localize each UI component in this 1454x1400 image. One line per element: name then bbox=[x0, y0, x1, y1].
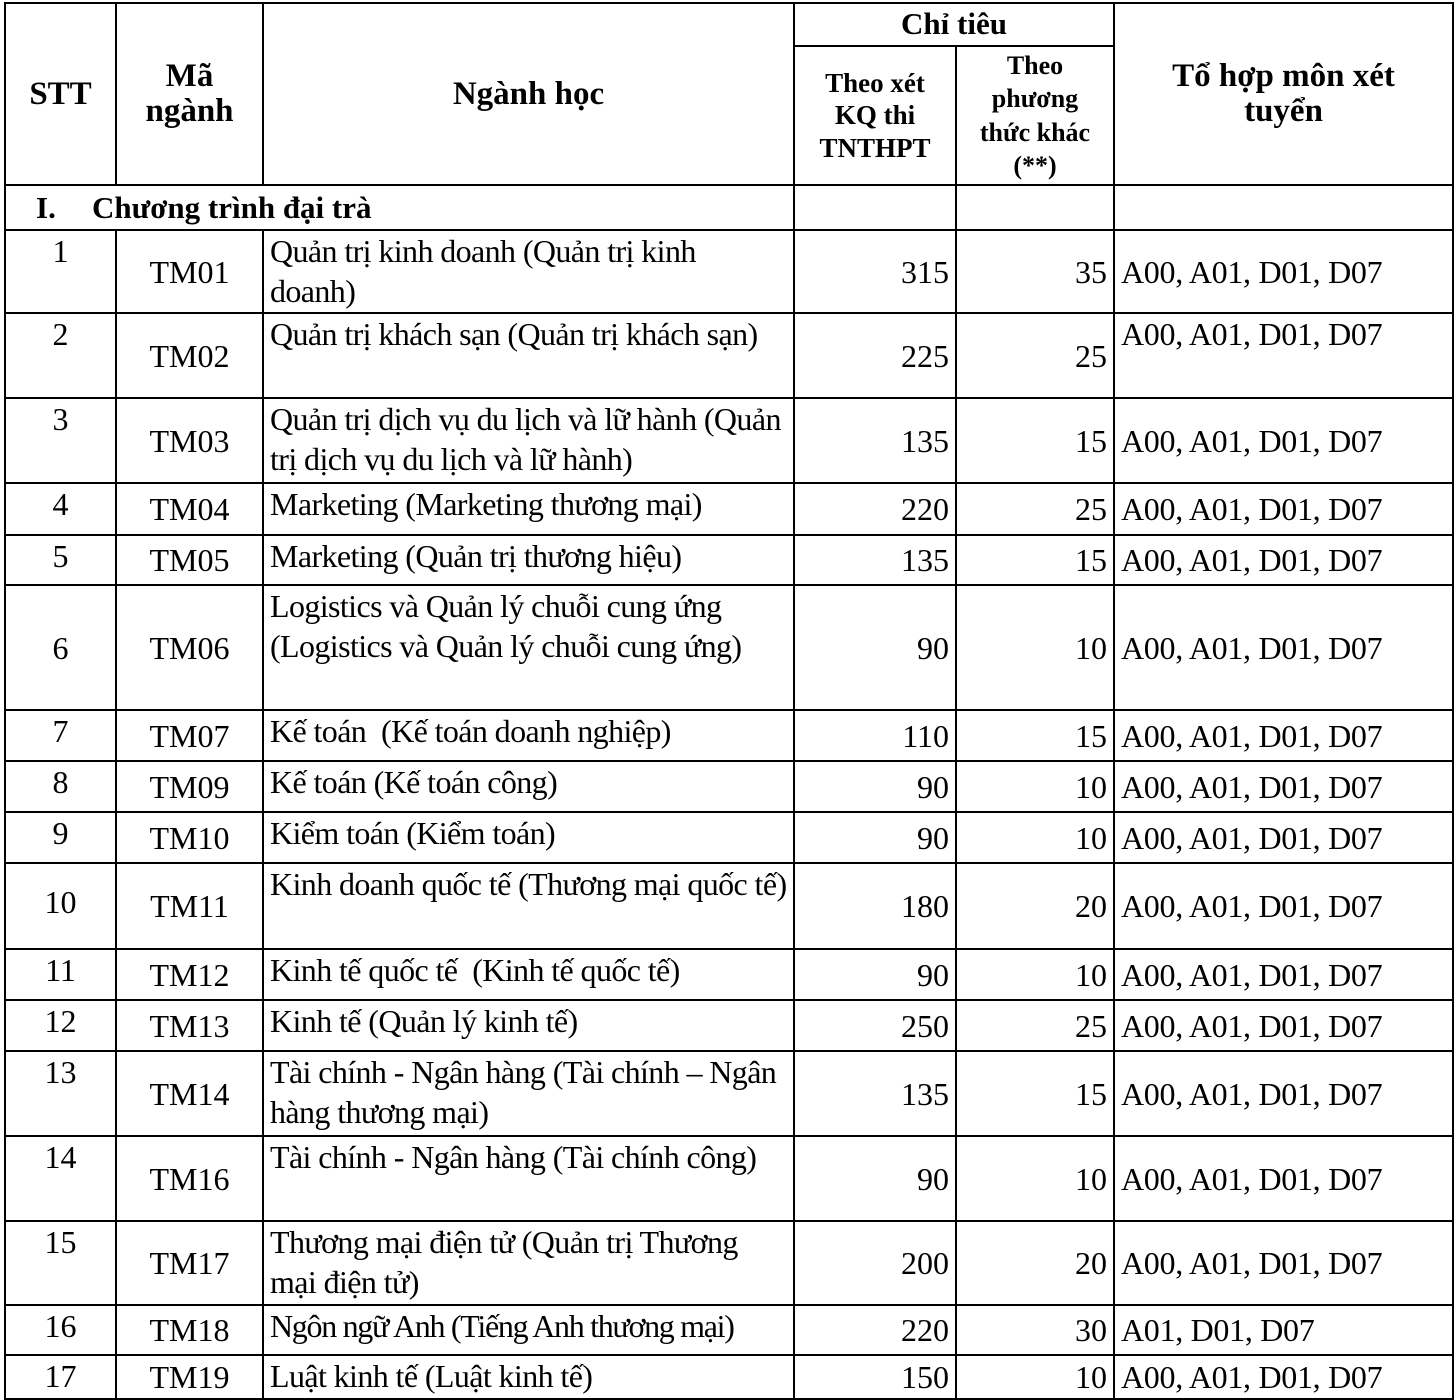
header-combo: Tổ hợp môn xét tuyển bbox=[1114, 3, 1453, 185]
cell-code: TM02 bbox=[116, 313, 263, 398]
table-row bbox=[5, 761, 1453, 812]
cell-quota-exam: 250 bbox=[794, 1000, 956, 1051]
cell-combo: A00, A01, D01, D07 bbox=[1114, 483, 1453, 535]
section-empty-cell bbox=[794, 185, 956, 230]
cell-combo: A00, A01, D01, D07 bbox=[1114, 1051, 1453, 1136]
cell-quota-other: 15 bbox=[956, 535, 1114, 585]
cell-combo: A00, A01, D01, D07 bbox=[1114, 585, 1453, 710]
cell-name: Tài chính - Ngân hàng (Tài chính công) bbox=[263, 1136, 794, 1221]
cell-combo: A00, A01, D01, D07 bbox=[1114, 313, 1453, 398]
table-row bbox=[5, 1051, 1453, 1136]
cell-quota-exam: 110 bbox=[794, 710, 956, 761]
cell-quota-exam: 90 bbox=[794, 949, 956, 1000]
section-empty-cell bbox=[956, 185, 1114, 230]
cell-combo: A00, A01, D01, D07 bbox=[1114, 1000, 1453, 1051]
section-empty-cell bbox=[1114, 185, 1453, 230]
cell-stt: 7 bbox=[5, 710, 116, 761]
header-quota-group: Chỉ tiêu bbox=[794, 3, 1114, 46]
cell-code: TM09 bbox=[116, 761, 263, 812]
cell-name: Ngôn ngữ Anh (Tiếng Anh thương mại) bbox=[263, 1305, 794, 1355]
cell-code: TM04 bbox=[116, 483, 263, 535]
cell-name: Marketing (Quản trị thương hiệu) bbox=[263, 535, 794, 585]
cell-quota-exam: 90 bbox=[794, 1136, 956, 1221]
cell-code: TM12 bbox=[116, 949, 263, 1000]
cell-code: TM01 bbox=[116, 230, 263, 313]
header-quota-other: Theo phương thức khác (**) bbox=[956, 46, 1114, 185]
cell-quota-other: 10 bbox=[956, 1136, 1114, 1221]
cell-combo: A00, A01, D01, D07 bbox=[1114, 761, 1453, 812]
table-row bbox=[5, 1355, 1453, 1399]
cell-quota-other: 10 bbox=[956, 761, 1114, 812]
cell-name: Logistics và Quản lý chuỗi cung ứng (Logistics và Quản lý chuỗi cung ứng) bbox=[263, 585, 794, 710]
cell-code: TM19 bbox=[116, 1355, 263, 1399]
header-code: Mã ngành bbox=[116, 3, 263, 185]
cell-code: TM18 bbox=[116, 1305, 263, 1355]
cell-name: Thương mại điện tử (Quản trị Thương mại điện tử) bbox=[263, 1221, 794, 1305]
cell-name: Kinh tế quốc tế (Kinh tế quốc tế) bbox=[263, 949, 794, 1000]
table-header bbox=[5, 3, 1453, 185]
cell-code: TM16 bbox=[116, 1136, 263, 1221]
cell-name: Kinh tế (Quản lý kinh tế) bbox=[263, 1000, 794, 1051]
cell-quota-other: 25 bbox=[956, 1000, 1114, 1051]
cell-quota-other: 10 bbox=[956, 1355, 1114, 1399]
cell-stt: 15 bbox=[5, 1221, 116, 1305]
cell-stt: 14 bbox=[5, 1136, 116, 1221]
cell-stt: 16 bbox=[5, 1305, 116, 1355]
cell-stt: 4 bbox=[5, 483, 116, 535]
cell-quota-other: 10 bbox=[956, 949, 1114, 1000]
cell-code: TM17 bbox=[116, 1221, 263, 1305]
cell-stt: 9 bbox=[5, 812, 116, 863]
cell-name: Quản trị kinh doanh (Quản trị kinh doanh) bbox=[263, 230, 794, 313]
section-title-cell bbox=[5, 185, 794, 230]
cell-name: Kiểm toán (Kiểm toán) bbox=[263, 812, 794, 863]
section-number: I. bbox=[36, 189, 56, 225]
table-row bbox=[5, 585, 1453, 710]
cell-stt: 17 bbox=[5, 1355, 116, 1399]
table-row bbox=[5, 812, 1453, 863]
cell-quota-exam: 220 bbox=[794, 483, 956, 535]
cell-quota-other: 20 bbox=[956, 863, 1114, 949]
cell-combo: A00, A01, D01, D07 bbox=[1114, 1136, 1453, 1221]
cell-stt: 11 bbox=[5, 949, 116, 1000]
table-row bbox=[5, 1221, 1453, 1305]
cell-code: TM07 bbox=[116, 710, 263, 761]
cell-stt: 10 bbox=[5, 863, 116, 949]
table-row bbox=[5, 313, 1453, 398]
cell-code: TM11 bbox=[116, 863, 263, 949]
cell-quota-exam: 90 bbox=[794, 812, 956, 863]
cell-quota-exam: 180 bbox=[794, 863, 956, 949]
cell-code: TM03 bbox=[116, 398, 263, 483]
cell-quota-other: 25 bbox=[956, 483, 1114, 535]
header-stt: STT bbox=[5, 3, 116, 185]
cell-quota-other: 30 bbox=[956, 1305, 1114, 1355]
section-row bbox=[5, 185, 1453, 230]
cell-combo: A00, A01, D01, D07 bbox=[1114, 230, 1453, 313]
section-title: Chương trình đại trà bbox=[92, 189, 372, 225]
cell-quota-other: 35 bbox=[956, 230, 1114, 313]
cell-stt: 3 bbox=[5, 398, 116, 483]
table-row bbox=[5, 535, 1453, 585]
table-row bbox=[5, 710, 1453, 761]
cell-name: Quản trị dịch vụ du lịch và lữ hành (Quản trị dịch vụ du lịch và lữ hành) bbox=[263, 398, 794, 483]
cell-code: TM05 bbox=[116, 535, 263, 585]
cell-name: Luật kinh tế (Luật kinh tế) bbox=[263, 1355, 794, 1399]
cell-quota-exam: 90 bbox=[794, 761, 956, 812]
cell-quota-other: 25 bbox=[956, 313, 1114, 398]
cell-stt: 6 bbox=[5, 585, 116, 710]
cell-code: TM14 bbox=[116, 1051, 263, 1136]
cell-code: TM10 bbox=[116, 812, 263, 863]
table-body bbox=[5, 185, 1453, 1399]
cell-combo: A00, A01, D01, D07 bbox=[1114, 1355, 1453, 1399]
cell-combo: A00, A01, D01, D07 bbox=[1114, 398, 1453, 483]
table-row bbox=[5, 230, 1453, 313]
cell-stt: 8 bbox=[5, 761, 116, 812]
cell-quota-other: 15 bbox=[956, 1051, 1114, 1136]
cell-quota-exam: 135 bbox=[794, 1051, 956, 1136]
cell-code: TM13 bbox=[116, 1000, 263, 1051]
cell-quota-exam: 150 bbox=[794, 1355, 956, 1399]
cell-stt: 12 bbox=[5, 1000, 116, 1051]
table-row bbox=[5, 863, 1453, 949]
cell-stt: 1 bbox=[5, 230, 116, 313]
cell-quota-exam: 135 bbox=[794, 398, 956, 483]
cell-name: Marketing (Marketing thương mại) bbox=[263, 483, 794, 535]
cell-quota-exam: 315 bbox=[794, 230, 956, 313]
cell-quota-other: 10 bbox=[956, 585, 1114, 710]
table-row bbox=[5, 1000, 1453, 1051]
cell-quota-other: 15 bbox=[956, 398, 1114, 483]
cell-name: Kế toán (Kế toán doanh nghiệp) bbox=[263, 710, 794, 761]
cell-name: Kế toán (Kế toán công) bbox=[263, 761, 794, 812]
admission-quota-table bbox=[4, 2, 1454, 1400]
cell-stt: 2 bbox=[5, 313, 116, 398]
cell-name: Quản trị khách sạn (Quản trị khách sạn) bbox=[263, 313, 794, 398]
cell-quota-exam: 200 bbox=[794, 1221, 956, 1305]
cell-quota-other: 10 bbox=[956, 812, 1114, 863]
cell-quota-exam: 135 bbox=[794, 535, 956, 585]
cell-combo: A00, A01, D01, D07 bbox=[1114, 710, 1453, 761]
table-row bbox=[5, 1305, 1453, 1355]
cell-quota-other: 20 bbox=[956, 1221, 1114, 1305]
cell-quota-exam: 220 bbox=[794, 1305, 956, 1355]
cell-name: Kinh doanh quốc tế (Thương mại quốc tế) bbox=[263, 863, 794, 949]
table-row bbox=[5, 949, 1453, 1000]
header-name: Ngành học bbox=[263, 3, 794, 185]
cell-name: Tài chính - Ngân hàng (Tài chính – Ngân hàng thương mại) bbox=[263, 1051, 794, 1136]
cell-combo: A00, A01, D01, D07 bbox=[1114, 949, 1453, 1000]
table-row bbox=[5, 1136, 1453, 1221]
table-row bbox=[5, 483, 1453, 535]
cell-combo: A00, A01, D01, D07 bbox=[1114, 863, 1453, 949]
cell-combo: A00, A01, D01, D07 bbox=[1114, 1221, 1453, 1305]
cell-stt: 5 bbox=[5, 535, 116, 585]
cell-quota-exam: 90 bbox=[794, 585, 956, 710]
cell-quota-other: 15 bbox=[956, 710, 1114, 761]
cell-code: TM06 bbox=[116, 585, 263, 710]
cell-combo: A00, A01, D01, D07 bbox=[1114, 535, 1453, 585]
cell-quota-exam: 225 bbox=[794, 313, 956, 398]
cell-stt: 13 bbox=[5, 1051, 116, 1136]
table-row bbox=[5, 398, 1453, 483]
header-row bbox=[5, 3, 1453, 46]
cell-combo: A00, A01, D01, D07 bbox=[1114, 812, 1453, 863]
cell-combo: A01, D01, D07 bbox=[1114, 1305, 1453, 1355]
header-quota-exam: Theo xét KQ thi TNTHPT bbox=[794, 46, 956, 185]
